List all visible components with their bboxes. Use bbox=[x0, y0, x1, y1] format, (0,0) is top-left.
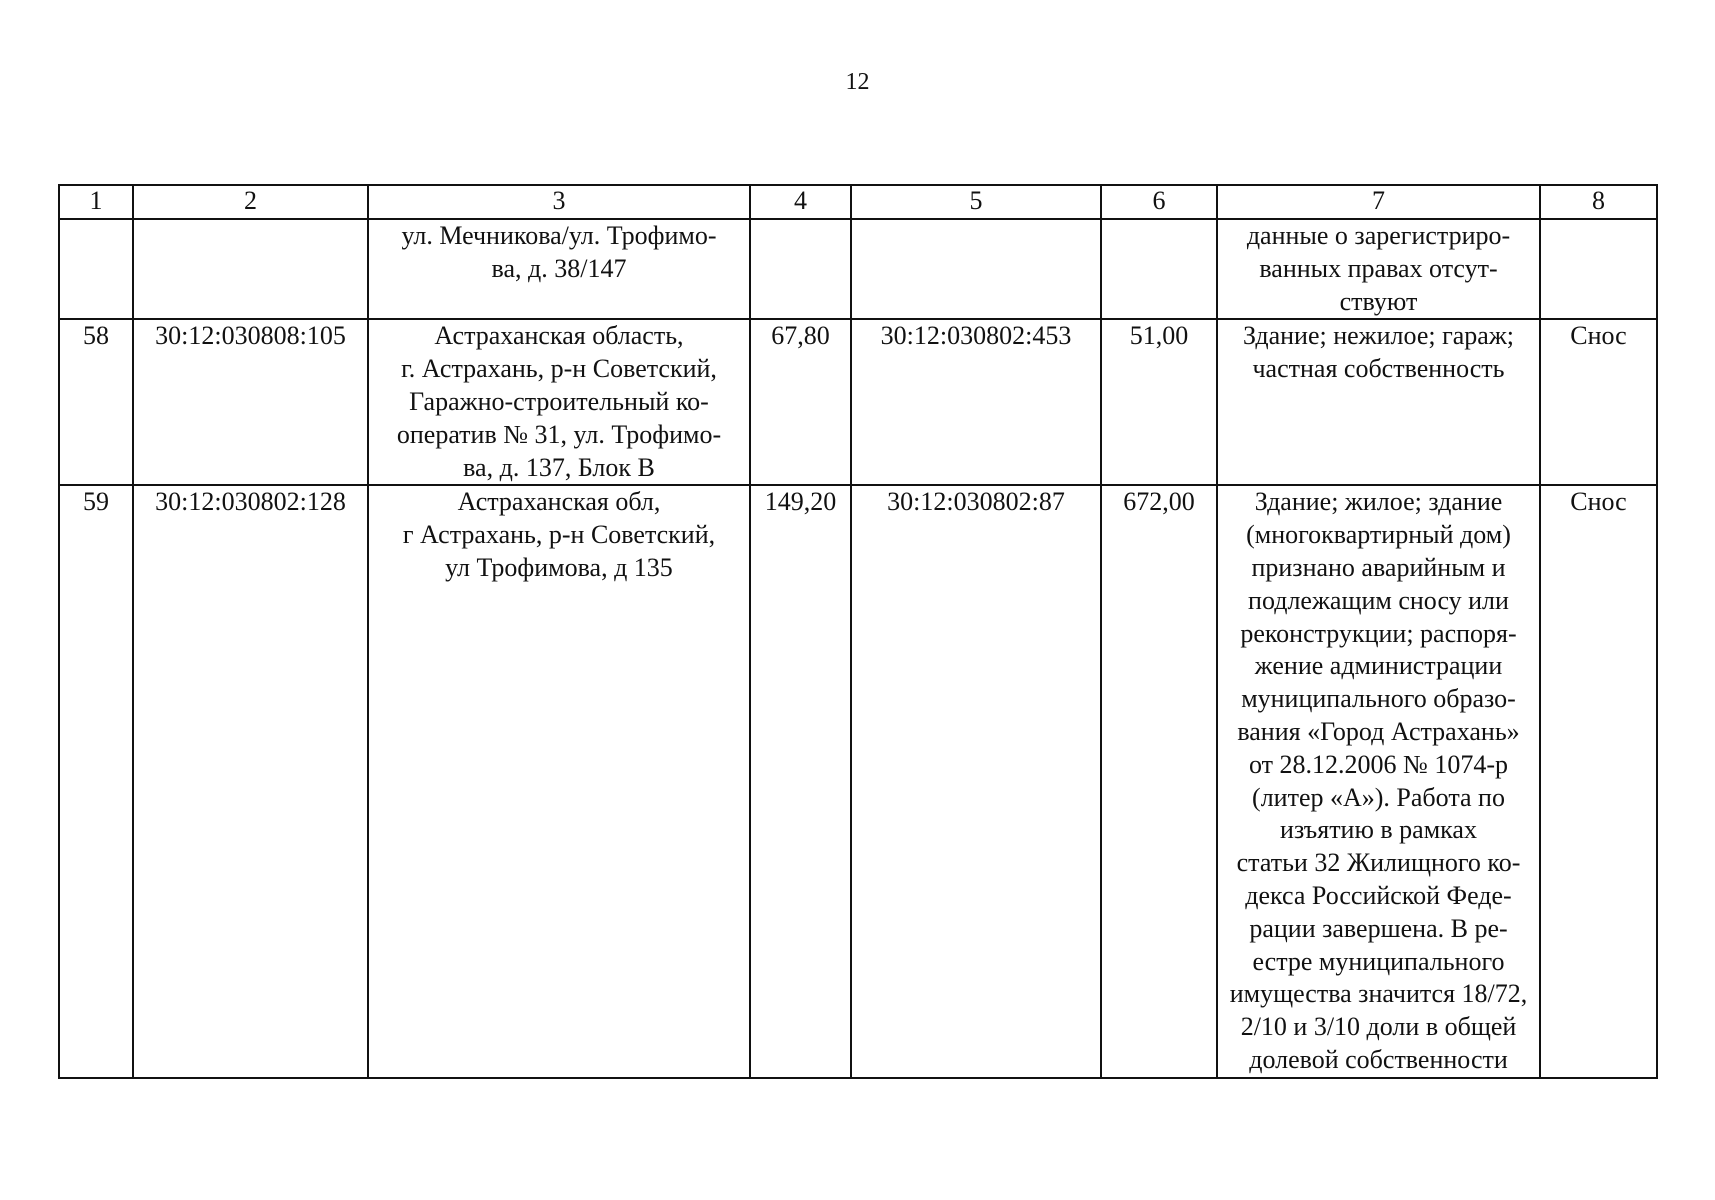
cell-cadastral-number: 30:12:030802:128 bbox=[133, 485, 368, 1077]
cell-number: 59 bbox=[59, 485, 133, 1077]
column-header-2: 2 bbox=[133, 185, 368, 219]
cell-land-area bbox=[1101, 219, 1217, 319]
cell-address: Астраханская область, г. Астрахань, р-н Советский, Гаражно-строительный ко- оператив № 31, ул. Трофимо- ва, д. 137, Блок В bbox=[368, 319, 750, 485]
column-header-3: 3 bbox=[368, 185, 750, 219]
table-row-58 bbox=[59, 319, 1657, 485]
cell-land-area: 51,00 bbox=[1101, 319, 1217, 485]
property-table bbox=[58, 184, 1658, 1079]
table-row-59 bbox=[59, 485, 1657, 1077]
cell-land-cadastral-number: 30:12:030802:87 bbox=[851, 485, 1101, 1077]
cell-number: 58 bbox=[59, 319, 133, 485]
cell-action: Снос bbox=[1540, 485, 1657, 1077]
column-header-1: 1 bbox=[59, 185, 133, 219]
cell-action bbox=[1540, 219, 1657, 319]
column-header-6: 6 bbox=[1101, 185, 1217, 219]
column-header-8: 8 bbox=[1540, 185, 1657, 219]
cell-description: данные о зарегистриро- ванных правах отсут- ствуют bbox=[1217, 219, 1540, 319]
cell-address: ул. Мечникова/ул. Трофимо- ва, д. 38/147 bbox=[368, 219, 750, 319]
cell-number bbox=[59, 219, 133, 319]
column-header-7: 7 bbox=[1217, 185, 1540, 219]
cell-land-cadastral-number: 30:12:030802:453 bbox=[851, 319, 1101, 485]
cell-description: Здание; нежилое; гараж; частная собственность bbox=[1217, 319, 1540, 485]
cell-cadastral-number bbox=[133, 219, 368, 319]
cell-land-cadastral-number bbox=[851, 219, 1101, 319]
cell-action: Снос bbox=[1540, 319, 1657, 485]
table-body bbox=[59, 219, 1657, 1078]
header-row bbox=[59, 185, 1657, 219]
column-header-4: 4 bbox=[750, 185, 851, 219]
table-row-continuation bbox=[59, 219, 1657, 319]
cell-cadastral-number: 30:12:030808:105 bbox=[133, 319, 368, 485]
cell-area bbox=[750, 219, 851, 319]
cell-land-area: 672,00 bbox=[1101, 485, 1217, 1077]
cell-address: Астраханская обл, г Астрахань, р-н Советский, ул Трофимова, д 135 bbox=[368, 485, 750, 1077]
table-header bbox=[59, 185, 1657, 219]
page-number: 12 bbox=[845, 69, 870, 95]
cell-area: 149,20 bbox=[750, 485, 851, 1077]
column-header-5: 5 bbox=[851, 185, 1101, 219]
cell-area: 67,80 bbox=[750, 319, 851, 485]
cell-description: Здание; жилое; здание (многоквартирный дом) признано аварийным и подлежащим сносу или реконструкции; распоря- жение администрации муниципального образо- вания «Город Астрахань» от 28.12.2006 № 1074-р (литер «А»). Работа по изъятию в рамках статьи 32 Жилищного ко- декса Российской Феде- рации завершена. В ре- естре муниципального имущества значится 18/72, 2/10 и 3/10 доли в общей долевой собственности bbox=[1217, 485, 1540, 1077]
